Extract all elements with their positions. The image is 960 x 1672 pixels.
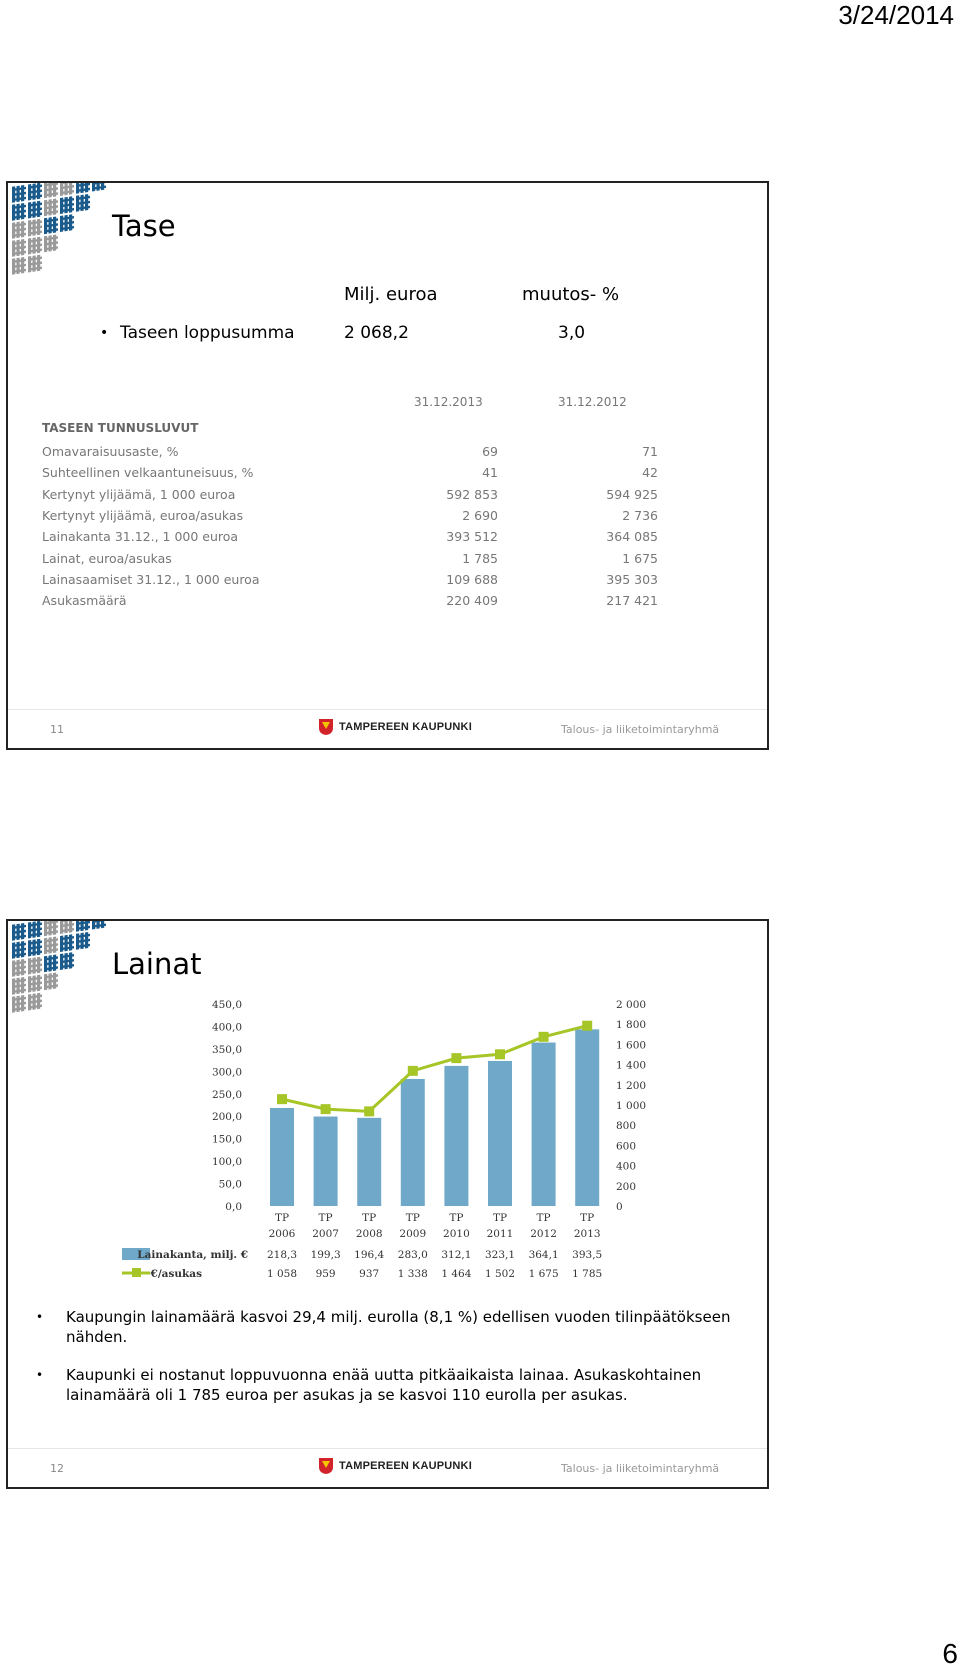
row-value-2013: 2 690	[462, 507, 498, 523]
row-value-2012: 364 085	[606, 529, 658, 545]
header-value-unit: Milj. euroa	[344, 284, 438, 305]
tampere-crest-icon	[318, 718, 334, 736]
line-point-2010	[451, 1053, 461, 1063]
bullet-icon: •	[36, 1368, 44, 1382]
row-value-2012: 395 303	[606, 571, 658, 587]
line-data-label: 1 502	[484, 1268, 516, 1280]
left-axis-tick-label: 50,0	[218, 1178, 242, 1191]
table-row	[42, 487, 692, 509]
table-row	[42, 593, 692, 615]
category-label-year: 2010	[443, 1228, 470, 1240]
legend-line-marker	[132, 1268, 141, 1277]
right-axis-tick-label: 1 200	[616, 1079, 647, 1092]
category-label-top: TP	[492, 1212, 508, 1224]
bar-data-label: 218,3	[266, 1249, 298, 1261]
row-label: Lainakanta 31.12., 1 000 euroa	[42, 529, 239, 545]
right-axis-tick-label: 1 800	[616, 1019, 647, 1032]
left-axis-tick-label: 200,0	[211, 1111, 242, 1124]
bullet-icon: •	[100, 325, 109, 341]
row-label: Lainasaamiset 31.12., 1 000 euroa	[42, 571, 260, 587]
bullet-item	[36, 1307, 736, 1347]
row-value-2012: 2 736	[622, 507, 658, 523]
loan-chart	[8, 921, 767, 1301]
slide-bullets	[36, 1307, 736, 1423]
right-axis-tick-label: 600	[616, 1140, 637, 1153]
left-axis-tick-label: 300,0	[211, 1066, 242, 1079]
row-value-2012: 217 421	[606, 593, 658, 609]
right-axis-tick-label: 800	[616, 1120, 637, 1133]
left-axis-tick-label: 450,0	[211, 999, 242, 1011]
category-label-top: TP	[274, 1212, 290, 1224]
slide-footer	[8, 1448, 767, 1487]
line-point-2006	[277, 1094, 287, 1104]
bar-2011	[488, 1061, 512, 1206]
bullet-item	[36, 1365, 736, 1405]
row-value-2013: 69	[482, 444, 498, 459]
line-data-label: 1 058	[266, 1268, 298, 1280]
bar-2013	[575, 1029, 599, 1206]
footer-group-name: Talous- ja liiketoimintaryhmä	[561, 723, 720, 736]
left-axis-tick-label: 400,0	[211, 1021, 242, 1034]
slide-footer	[8, 709, 767, 748]
right-axis-tick-label: 2 000	[616, 999, 647, 1011]
right-axis-tick-label: 400	[616, 1160, 637, 1173]
right-axis-tick-label: 200	[616, 1180, 637, 1193]
table-row	[42, 551, 692, 573]
table-row	[42, 529, 692, 551]
category-label-top: TP	[580, 1212, 595, 1224]
left-axis-tick-label: 250,0	[211, 1088, 242, 1101]
row-label: Omavaraisuusaste, %	[42, 444, 179, 459]
line-point-2009	[408, 1066, 418, 1076]
column-date-2013: 31.12.2013	[414, 395, 483, 409]
row-value-2012: 71	[642, 444, 658, 459]
balance-total-change: 3,0	[558, 323, 586, 343]
line-data-label: 937	[359, 1268, 380, 1280]
row-value-2013: 220 409	[446, 593, 498, 609]
line-data-label: 1 338	[397, 1268, 428, 1280]
footer-logo-text: TAMPEREEN KAUPUNKI	[339, 1460, 472, 1472]
row-value-2013: 393 512	[446, 529, 498, 545]
column-date-2012: 31.12.2012	[558, 395, 627, 409]
page-number: 6	[942, 1638, 958, 1669]
category-label-year: 2013	[573, 1228, 601, 1240]
bar-data-label: 283,0	[397, 1249, 428, 1261]
category-label-year: 2008	[355, 1228, 383, 1240]
table-heading: TASEEN TUNNUSLUVUT	[42, 421, 199, 435]
bar-data-label: 199,3	[310, 1249, 341, 1261]
row-label: Kertynyt ylijäämä, euroa/asukas	[42, 507, 244, 523]
row-value-2013: 109 688	[446, 571, 498, 587]
slide-title: Tase	[112, 209, 176, 243]
bullet-icon: •	[36, 1310, 44, 1324]
right-axis-tick-label: 1 400	[616, 1059, 647, 1072]
slide-number: 12	[50, 1462, 64, 1475]
left-axis-tick-label: 150,0	[211, 1133, 242, 1146]
footer-group-name: Talous- ja liiketoimintaryhmä	[561, 1462, 720, 1475]
table-row	[42, 572, 692, 594]
bar-data-label: 364,1	[528, 1249, 559, 1261]
row-value-2013: 41	[482, 465, 498, 481]
bar-data-label: 196,4	[354, 1249, 385, 1261]
slide-tase	[6, 181, 769, 750]
bar-2009	[401, 1079, 425, 1206]
slide-lainat	[6, 919, 769, 1489]
line-data-label: 1 675	[528, 1268, 559, 1280]
tampere-crest-icon	[318, 1457, 334, 1475]
line-point-2012	[539, 1032, 549, 1042]
category-label-year: 2012	[530, 1228, 557, 1240]
row-value-2012: 42	[642, 465, 658, 481]
bar-data-label: 312,1	[441, 1249, 472, 1261]
bar-2006	[270, 1108, 294, 1206]
category-label-year: 2006	[268, 1228, 296, 1240]
table-row	[42, 508, 692, 530]
category-label-top: TP	[362, 1212, 377, 1224]
left-axis-tick-label: 350,0	[211, 1043, 242, 1056]
page-date: 3/24/2014	[838, 0, 954, 30]
tampere-logo	[318, 1457, 472, 1475]
row-label: Suhteellinen velkaantuneisuus, %	[42, 465, 254, 481]
bullet-text: Kaupungin lainamäärä kasvoi 29,4 milj. eurolla (8,1 %) edellisen vuoden tilinpäätökseen nähden.	[66, 1308, 731, 1346]
balance-total-label: Taseen loppusumma	[120, 323, 295, 343]
legend-bar-label: Lainakanta, milj. €	[137, 1249, 248, 1261]
line-point-2008	[364, 1106, 374, 1116]
header-change-unit: muutos- %	[522, 284, 620, 305]
balance-total-value: 2 068,2	[344, 323, 409, 343]
city-pattern-logo-icon	[10, 183, 110, 289]
row-value-2013: 592 853	[446, 486, 498, 502]
category-label-year: 2007	[312, 1228, 339, 1240]
row-value-2012: 594 925	[606, 486, 658, 502]
legend-line-label: €/asukas	[150, 1268, 202, 1280]
category-label-year: 2011	[486, 1228, 514, 1240]
left-axis-tick-label: 100,0	[211, 1156, 242, 1169]
row-value-2013: 1 785	[462, 550, 498, 566]
line-point-2013	[582, 1021, 592, 1031]
right-axis-tick-label: 1 000	[616, 1100, 647, 1112]
left-axis-tick-label: 0,0	[225, 1201, 242, 1213]
bar-data-label: 393,5	[572, 1249, 603, 1261]
row-label: Asukasmäärä	[42, 593, 127, 609]
line-data-label: 1 785	[572, 1268, 603, 1280]
slide-title: Lainat	[112, 947, 202, 981]
category-label-top: TP	[536, 1212, 551, 1224]
bar-2007	[314, 1117, 338, 1206]
bar-2008	[357, 1118, 381, 1206]
row-label: Lainat, euroa/asukas	[42, 550, 172, 566]
table-row	[42, 465, 692, 487]
line-data-label: 959	[315, 1268, 336, 1280]
line-point-2011	[495, 1049, 505, 1059]
footer-logo-text: TAMPEREEN KAUPUNKI	[339, 721, 472, 733]
row-value-2012: 1 675	[622, 550, 658, 566]
category-label-top: TP	[318, 1212, 333, 1224]
bar-2012	[532, 1043, 556, 1206]
category-label-top: TP	[405, 1212, 420, 1224]
bar-2010	[444, 1066, 468, 1206]
tampere-logo	[318, 718, 472, 736]
right-axis-tick-label: 0	[616, 1201, 623, 1213]
category-label-year: 2009	[399, 1228, 427, 1240]
table-row	[42, 444, 692, 466]
line-data-label: 1 464	[441, 1268, 472, 1280]
slide-number: 11	[50, 723, 64, 736]
bullet-text: Kaupunki ei nostanut loppuvuonna enää uutta pitkäaikaista lainaa. Asukaskohtainen lainamäärä oli 1 785 euroa per asukas ja se kasvoi 110 eurolla per asukas.	[66, 1366, 702, 1404]
category-label-top: TP	[449, 1212, 464, 1224]
right-axis-tick-label: 1 600	[616, 1039, 647, 1052]
row-label: Kertynyt ylijäämä, 1 000 euroa	[42, 486, 236, 502]
bar-data-label: 323,1	[484, 1249, 516, 1261]
line-point-2007	[321, 1104, 331, 1114]
